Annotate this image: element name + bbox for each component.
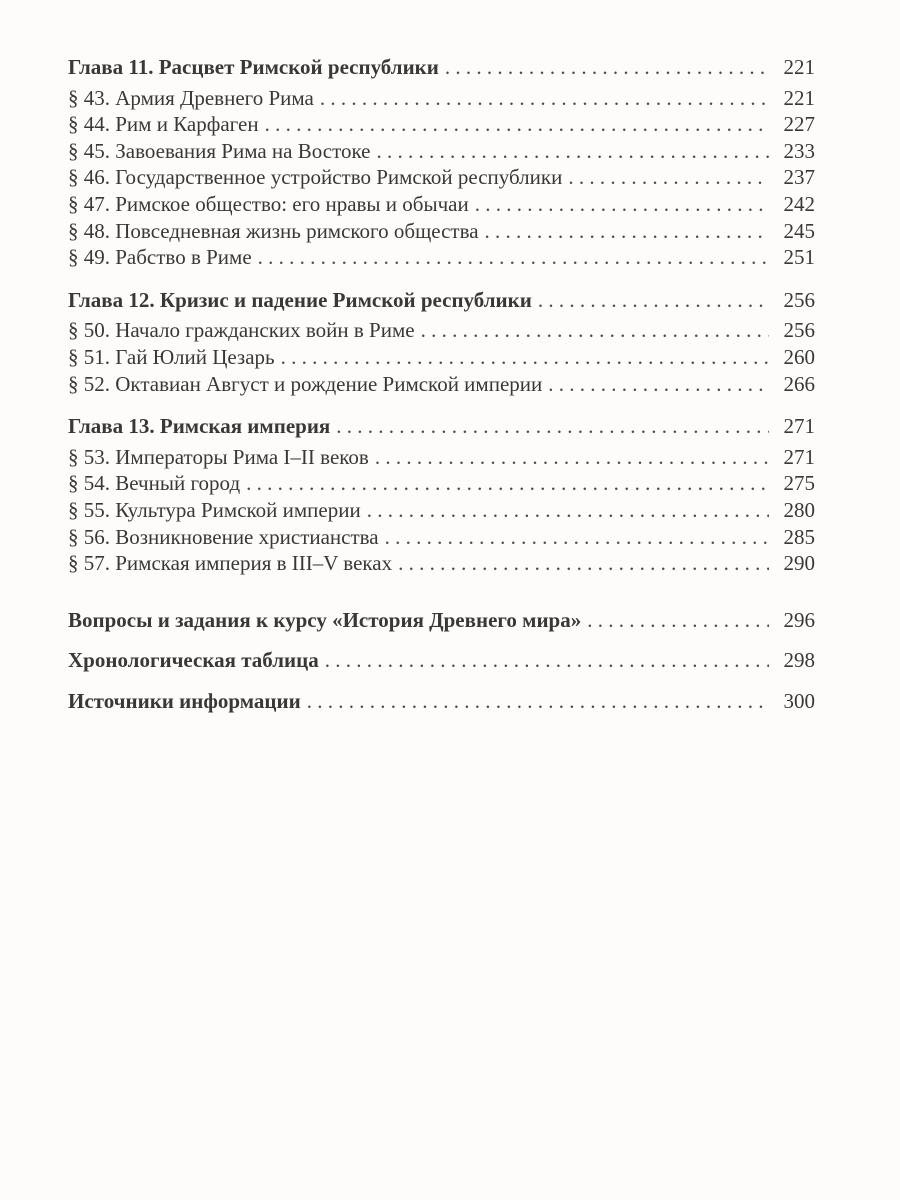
dot-leader — [246, 470, 769, 497]
page-number: 260 — [783, 344, 815, 369]
toc-item-57 — [68, 550, 815, 577]
toc-chapter-11 — [68, 54, 815, 81]
item-title: § 45. Завоевания Рима на Востоке — [68, 138, 371, 163]
dot-leader — [320, 85, 769, 112]
page-number: 237 — [783, 165, 815, 190]
dot-leader — [325, 647, 769, 674]
dot-leader — [376, 138, 769, 165]
toc-item-52 — [68, 371, 815, 398]
item-title: § 55. Культура Римской империи — [68, 497, 361, 522]
section-title: Источники информации — [68, 688, 301, 713]
dot-leader — [375, 444, 769, 471]
chapter-title: Глава 11. Расцвет Римской республики — [68, 55, 439, 79]
toc-item-46 — [68, 164, 815, 191]
toc-sources — [68, 688, 815, 715]
page-number: 290 — [783, 551, 815, 576]
page-number: 300 — [783, 688, 815, 713]
page-number: 221 — [783, 55, 815, 79]
dot-leader — [307, 688, 769, 715]
toc-item-43 — [68, 85, 815, 112]
item-title: § 43. Армия Древнего Рима — [68, 85, 314, 110]
item-title: § 46. Государственное устройство Римской республики — [68, 165, 563, 190]
dot-leader — [367, 497, 769, 524]
page-number: 296 — [783, 607, 815, 632]
page-number: 221 — [783, 85, 815, 110]
page-number: 242 — [783, 191, 815, 216]
toc-item-45 — [68, 138, 815, 165]
page-number: 275 — [783, 471, 815, 496]
page-number: 233 — [783, 138, 815, 163]
toc-chapter-12 — [68, 287, 815, 314]
toc-item-47 — [68, 191, 815, 218]
item-title: § 57. Римская империя в III–V веках — [68, 551, 393, 576]
toc-item-55 — [68, 497, 815, 524]
dot-leader — [475, 191, 769, 218]
dot-leader — [281, 344, 769, 371]
page-number: 285 — [783, 524, 815, 549]
page-number: 271 — [783, 444, 815, 469]
page-number: 256 — [783, 287, 815, 312]
page-number: 280 — [783, 497, 815, 522]
toc-item-49 — [68, 244, 815, 271]
toc-chapter-13 — [68, 413, 815, 440]
section-title: Хронологическая таблица — [68, 648, 319, 673]
toc-item-56 — [68, 524, 815, 551]
page-number: 266 — [783, 371, 815, 396]
dot-leader — [548, 371, 769, 398]
item-title: § 48. Повседневная жизнь римского общества — [68, 218, 479, 243]
page-number: 298 — [783, 648, 815, 673]
page-number: 227 — [783, 112, 815, 137]
dot-leader — [258, 244, 769, 271]
item-title: § 53. Императоры Рима I–II веков — [68, 444, 369, 469]
item-title: § 54. Вечный город — [68, 471, 241, 496]
dot-leader — [385, 524, 769, 551]
dot-leader — [336, 413, 769, 440]
item-title: § 44. Рим и Карфаген — [68, 112, 259, 137]
chapter-title: Глава 12. Кризис и падение Римской республики — [68, 287, 532, 312]
chapter-title: Глава 13. Римская империя — [68, 414, 331, 439]
toc-questions — [68, 607, 815, 634]
toc-item-44 — [68, 111, 815, 138]
item-title: § 49. Рабство в Риме — [68, 245, 252, 270]
dot-leader — [485, 218, 769, 245]
dot-leader — [398, 550, 769, 577]
page-number: 245 — [783, 218, 815, 243]
item-title: § 50. Начало гражданских войн в Риме — [68, 318, 415, 343]
section-title: Вопросы и задания к курсу «История Древнего мира» — [68, 607, 582, 632]
toc-item-48 — [68, 218, 815, 245]
page-number: 251 — [783, 245, 815, 270]
table-of-contents — [68, 54, 815, 714]
toc-chronology — [68, 647, 815, 674]
page-number: 256 — [783, 318, 815, 343]
toc-item-51 — [68, 344, 815, 371]
dot-leader — [538, 287, 769, 314]
toc-item-53 — [68, 444, 815, 471]
item-title: § 56. Возникновение христианства — [68, 524, 379, 549]
item-title: § 52. Октавиан Август и рождение Римской империи — [68, 371, 543, 396]
dot-leader — [587, 607, 769, 634]
item-title: § 51. Гай Юлий Цезарь — [68, 344, 275, 369]
dot-leader — [445, 54, 769, 81]
page-number: 271 — [783, 414, 815, 439]
toc-item-54 — [68, 470, 815, 497]
toc-item-50 — [68, 317, 815, 344]
item-title: § 47. Римское общество: его нравы и обычаи — [68, 191, 469, 216]
dot-leader — [421, 317, 769, 344]
dot-leader — [568, 164, 769, 191]
dot-leader — [265, 111, 769, 138]
